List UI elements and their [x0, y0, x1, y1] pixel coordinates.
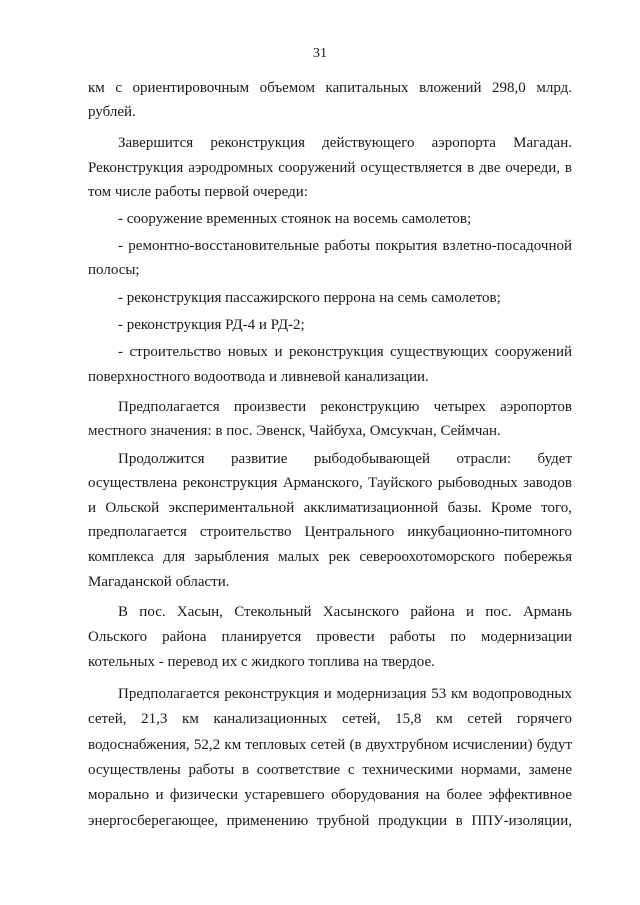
text-line: том числе работы первой очереди:	[88, 184, 308, 200]
text-line: - строительство новых и реконструкция существующих сооружений	[118, 344, 572, 360]
text-line: и Ольской экспериментальной акклиматизационной базы. Кроме того,	[88, 500, 572, 516]
text-line: сетей, 21,3 км канализационных сетей, 15,8 км сетей горячего	[88, 711, 572, 727]
text-line: комплекса для зарыбления малых рек североохотоморского побережья	[88, 549, 572, 565]
text-line: предполагается строительство Центрального инкубационно-питомного	[88, 524, 572, 540]
text-line: - ремонтно-восстановительные работы покрытия взлетно-посадочной	[118, 238, 572, 254]
text-line: - реконструкция пассажирского перрона на семь самолетов;	[118, 290, 501, 306]
text-line: осуществлены работы в соответствие с техническими нормами, замене	[88, 762, 572, 778]
text-line: местного значения: в пос. Эвенск, Чайбуха, Омсукчан, Сеймчан.	[88, 423, 501, 439]
text-line: км с ориентировочным объемом капитальных вложений 298,0 млрд.	[88, 80, 572, 96]
text-line: В пос. Хасын, Стекольный Хасынского района и пос. Армань	[118, 604, 572, 620]
text-line: Реконструкция аэродромных сооружений осуществляется в две очереди, в	[88, 160, 572, 176]
text-line: - реконструкция РД-4 и РД-2;	[118, 317, 305, 333]
text-line: поверхностного водоотвода и ливневой канализации.	[88, 369, 429, 385]
text-line: - сооружение временных стоянок на восемь самолетов;	[118, 211, 472, 227]
text-line: Ольского района планируется провести работы по модернизации	[88, 629, 572, 645]
text-line: полосы;	[88, 262, 140, 278]
text-line: Завершится реконструкция действующего аэропорта Магадан.	[118, 135, 572, 151]
text-line: Продолжится развитие рыбодобывающей отрасли: будет	[118, 451, 572, 467]
page-number: 31	[313, 46, 327, 61]
text-line: осуществлена реконструкция Арманского, Тауйского рыбоводных заводов	[88, 475, 572, 491]
text-line: водоснабжения, 52,2 км тепловых сетей (в двухтрубном исчислении) будут	[88, 737, 572, 753]
text-line: Предполагается реконструкция и модернизация 53 км водопроводных	[118, 686, 572, 702]
text-line: рублей.	[88, 104, 136, 120]
text-line: котельных - перевод их с жидкого топлива на твердое.	[88, 654, 435, 670]
text-line: энергосберегающее, применению трубной продукции в ППУ-изоляции,	[88, 813, 572, 829]
text-line: Магаданской области.	[88, 574, 230, 590]
text-line: Предполагается произвести реконструкцию четырех аэропортов	[118, 399, 572, 415]
text-line: морально и физически устаревшего оборудования на более эффективное	[88, 787, 572, 803]
